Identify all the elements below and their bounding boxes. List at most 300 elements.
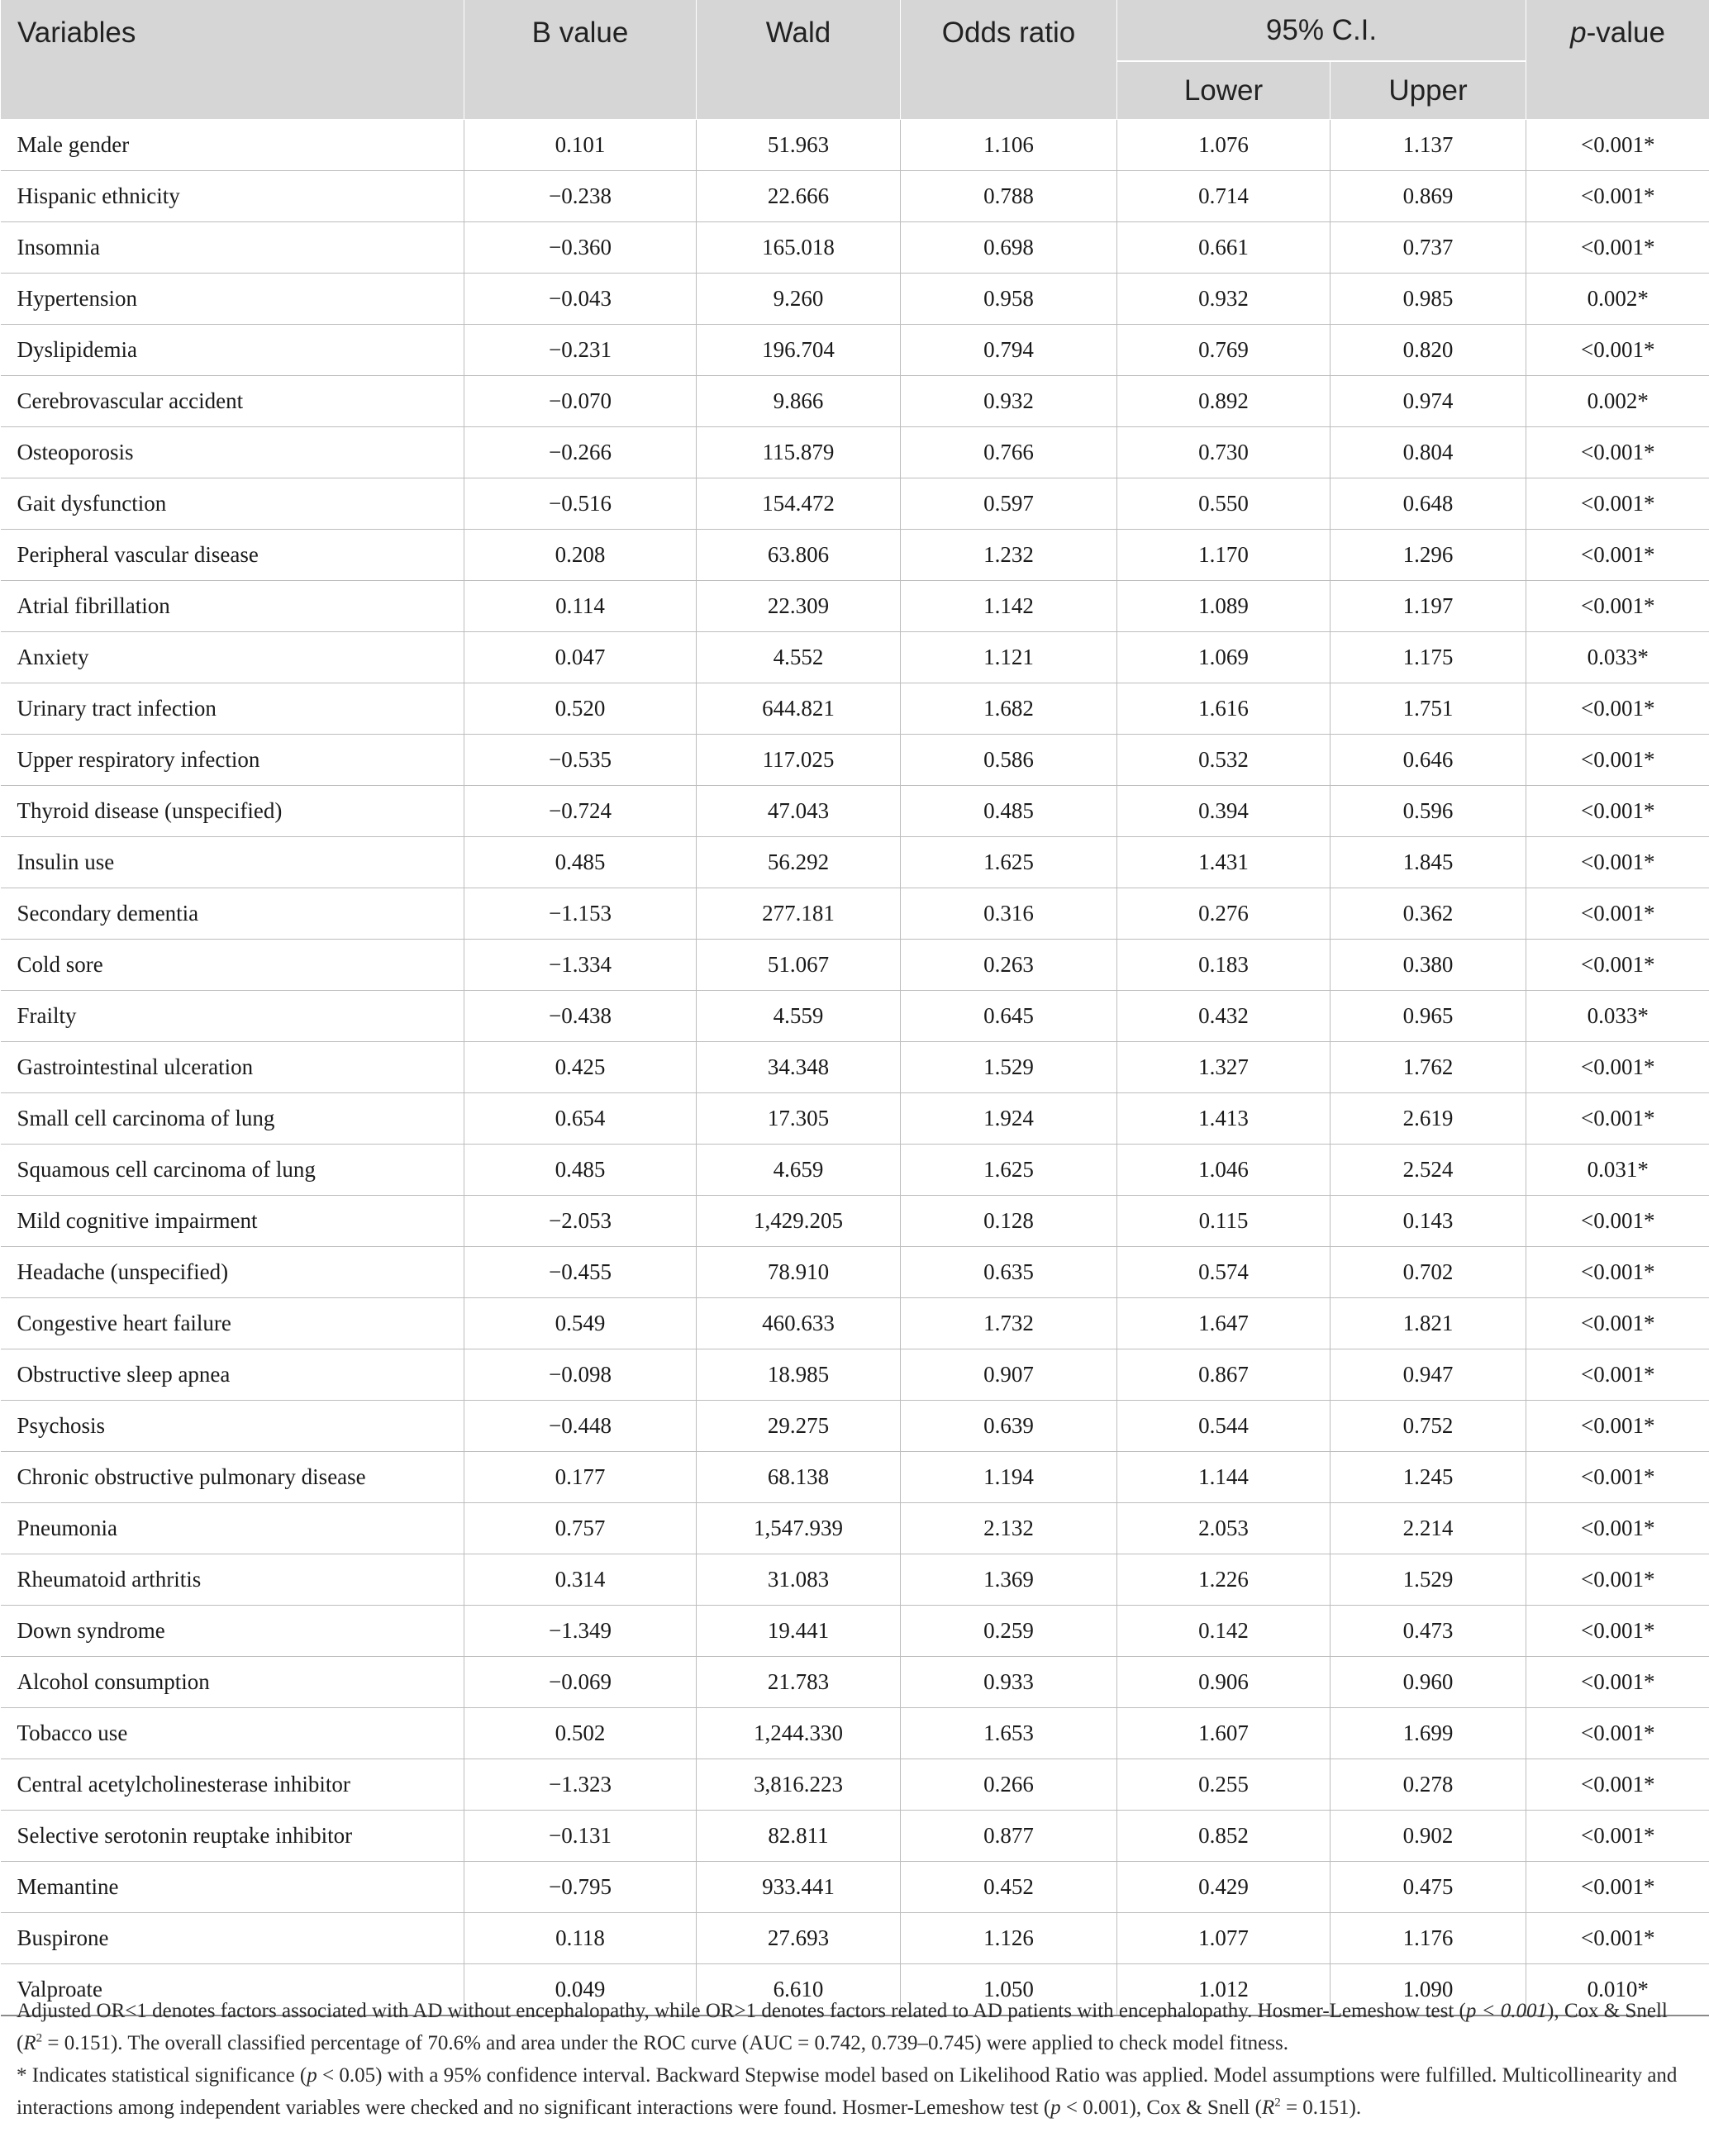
header-wald: Wald	[697, 0, 901, 120]
footnote-text: < 0.001), Cox & Snell (	[1060, 2097, 1262, 2119]
footnote-text: * Indicates statistical significance (	[17, 2064, 307, 2087]
cell-odds-ratio: 1.126	[901, 1913, 1117, 1964]
cell-variable: Central acetylcholinesterase inhibitor	[1, 1759, 464, 1811]
cell-ci-upper: 0.646	[1331, 735, 1526, 786]
cell-variable: Psychosis	[1, 1401, 464, 1452]
cell-b-value: 0.757	[464, 1503, 697, 1554]
cell-ci-lower: 0.906	[1117, 1657, 1331, 1708]
cell-wald: 165.018	[697, 222, 901, 274]
cell-p-value: 0.010*	[1526, 1964, 1709, 2016]
table-row	[1, 735, 1709, 786]
cell-b-value: −2.053	[464, 1196, 697, 1247]
cell-ci-lower: 0.730	[1117, 427, 1331, 478]
cell-ci-upper: 1.699	[1331, 1708, 1526, 1759]
cell-odds-ratio: 1.653	[901, 1708, 1117, 1759]
table-row	[1, 1811, 1709, 1862]
cell-odds-ratio: 0.788	[901, 171, 1117, 222]
cell-p-value: <0.001*	[1526, 427, 1709, 478]
cell-p-value: <0.001*	[1526, 325, 1709, 376]
footnote-model-fit	[17, 1995, 1694, 2059]
cell-b-value: −0.043	[464, 274, 697, 325]
cell-wald: 1,547.939	[697, 1503, 901, 1554]
cell-odds-ratio: 0.932	[901, 376, 1117, 427]
table-body	[1, 120, 1709, 2016]
header-confidence-interval: 95% C.I.	[1117, 0, 1526, 61]
cell-variable: Selective serotonin reuptake inhibitor	[1, 1811, 464, 1862]
cell-b-value: 0.549	[464, 1298, 697, 1349]
table-header	[1, 0, 1709, 120]
cell-b-value: −0.231	[464, 325, 697, 376]
cell-p-value: 0.002*	[1526, 376, 1709, 427]
cell-wald: 82.811	[697, 1811, 901, 1862]
cell-ci-lower: 0.532	[1117, 735, 1331, 786]
footnote-italic: R	[1261, 2097, 1275, 2119]
cell-ci-lower: 1.431	[1117, 837, 1331, 888]
cell-wald: 51.963	[697, 120, 901, 171]
cell-p-value: <0.001*	[1526, 940, 1709, 991]
cell-variable: Rheumatoid arthritis	[1, 1554, 464, 1606]
cell-p-value: <0.001*	[1526, 222, 1709, 274]
table-row	[1, 581, 1709, 632]
cell-odds-ratio: 1.682	[901, 683, 1117, 735]
cell-odds-ratio: 0.794	[901, 325, 1117, 376]
cell-b-value: 0.314	[464, 1554, 697, 1606]
cell-p-value: <0.001*	[1526, 735, 1709, 786]
cell-p-value: <0.001*	[1526, 1708, 1709, 1759]
cell-p-value: <0.001*	[1526, 581, 1709, 632]
cell-b-value: 0.114	[464, 581, 697, 632]
footnote-text: < 0.05) with a 95% confidence interval. Backward Stepwise model based on Likelihood Ratio was applied. Model assumptions were fulfilled. Multicollinearity and interactions among independent variables were checked and no significant interactions were found. Hosmer-Lemeshow test (	[17, 2064, 1678, 2119]
cell-ci-lower: 0.394	[1117, 786, 1331, 837]
cell-ci-lower: 0.867	[1117, 1349, 1331, 1401]
cell-b-value: −1.349	[464, 1606, 697, 1657]
cell-variable: Cerebrovascular accident	[1, 376, 464, 427]
cell-ci-lower: 0.183	[1117, 940, 1331, 991]
cell-ci-upper: 0.965	[1331, 991, 1526, 1042]
cell-b-value: −0.535	[464, 735, 697, 786]
footnote-italic: p	[1050, 2097, 1061, 2119]
table-row	[1, 376, 1709, 427]
cell-b-value: 0.654	[464, 1093, 697, 1145]
cell-variable: Squamous cell carcinoma of lung	[1, 1145, 464, 1196]
header-p-italic: p	[1570, 17, 1587, 49]
footnote-superscript: 2	[36, 2031, 43, 2045]
cell-ci-upper: 2.619	[1331, 1093, 1526, 1145]
cell-ci-lower: 1.607	[1117, 1708, 1331, 1759]
table-row	[1, 1913, 1709, 1964]
cell-variable: Dyslipidemia	[1, 325, 464, 376]
table-row	[1, 222, 1709, 274]
cell-ci-upper: 0.473	[1331, 1606, 1526, 1657]
cell-variable: Secondary dementia	[1, 888, 464, 940]
cell-p-value: <0.001*	[1526, 786, 1709, 837]
cell-variable: Pneumonia	[1, 1503, 464, 1554]
table-row	[1, 171, 1709, 222]
table-row	[1, 120, 1709, 171]
cell-ci-upper: 1.175	[1331, 632, 1526, 683]
cell-odds-ratio: 0.635	[901, 1247, 1117, 1298]
cell-ci-lower: 0.714	[1117, 171, 1331, 222]
cell-ci-upper: 0.596	[1331, 786, 1526, 837]
cell-p-value: <0.001*	[1526, 171, 1709, 222]
cell-b-value: 0.520	[464, 683, 697, 735]
cell-ci-upper: 1.529	[1331, 1554, 1526, 1606]
cell-ci-upper: 0.960	[1331, 1657, 1526, 1708]
cell-p-value: <0.001*	[1526, 1349, 1709, 1401]
cell-wald: 68.138	[697, 1452, 901, 1503]
cell-ci-lower: 0.769	[1117, 325, 1331, 376]
table-row	[1, 1708, 1709, 1759]
cell-odds-ratio: 0.645	[901, 991, 1117, 1042]
cell-ci-lower: 0.142	[1117, 1606, 1331, 1657]
cell-ci-upper: 1.090	[1331, 1964, 1526, 2016]
cell-variable: Osteoporosis	[1, 427, 464, 478]
table-row	[1, 1093, 1709, 1145]
table-row	[1, 1554, 1709, 1606]
cell-b-value: −0.724	[464, 786, 697, 837]
cell-ci-lower: 1.076	[1117, 120, 1331, 171]
cell-ci-upper: 2.214	[1331, 1503, 1526, 1554]
footnote-italic: p < 0.001	[1465, 2000, 1548, 2022]
footnote-text: ), Cox & Snell (	[17, 2000, 1668, 2054]
cell-wald: 18.985	[697, 1349, 901, 1401]
cell-ci-upper: 1.197	[1331, 581, 1526, 632]
cell-b-value: 0.502	[464, 1708, 697, 1759]
table-row	[1, 1349, 1709, 1401]
cell-odds-ratio: 0.639	[901, 1401, 1117, 1452]
cell-b-value: −0.098	[464, 1349, 697, 1401]
table-row	[1, 837, 1709, 888]
cell-odds-ratio: 0.586	[901, 735, 1117, 786]
cell-ci-upper: 0.985	[1331, 274, 1526, 325]
cell-ci-lower: 0.574	[1117, 1247, 1331, 1298]
cell-wald: 460.633	[697, 1298, 901, 1349]
table-row	[1, 1862, 1709, 1913]
cell-variable: Memantine	[1, 1862, 464, 1913]
cell-p-value: <0.001*	[1526, 1554, 1709, 1606]
table-footnotes	[17, 1995, 1694, 2124]
table-row	[1, 478, 1709, 530]
cell-odds-ratio: 0.259	[901, 1606, 1117, 1657]
cell-ci-upper: 2.524	[1331, 1145, 1526, 1196]
cell-b-value: −0.438	[464, 991, 697, 1042]
cell-variable: Urinary tract infection	[1, 683, 464, 735]
cell-odds-ratio: 1.529	[901, 1042, 1117, 1093]
cell-b-value: −1.323	[464, 1759, 697, 1811]
cell-ci-lower: 0.852	[1117, 1811, 1331, 1862]
cell-b-value: 0.101	[464, 120, 697, 171]
cell-odds-ratio: 1.625	[901, 837, 1117, 888]
cell-odds-ratio: 0.452	[901, 1862, 1117, 1913]
cell-wald: 277.181	[697, 888, 901, 940]
table-row	[1, 1145, 1709, 1196]
cell-wald: 78.910	[697, 1247, 901, 1298]
cell-ci-upper: 1.137	[1331, 120, 1526, 171]
cell-odds-ratio: 0.316	[901, 888, 1117, 940]
cell-odds-ratio: 0.698	[901, 222, 1117, 274]
cell-ci-lower: 1.647	[1117, 1298, 1331, 1349]
cell-odds-ratio: 1.232	[901, 530, 1117, 581]
header-variables: Variables	[1, 0, 464, 120]
cell-wald: 51.067	[697, 940, 901, 991]
cell-ci-upper: 1.176	[1331, 1913, 1526, 1964]
cell-b-value: 0.425	[464, 1042, 697, 1093]
cell-ci-lower: 1.616	[1117, 683, 1331, 735]
cell-variable: Peripheral vascular disease	[1, 530, 464, 581]
cell-variable: Hypertension	[1, 274, 464, 325]
cell-p-value: <0.001*	[1526, 120, 1709, 171]
cell-ci-upper: 0.278	[1331, 1759, 1526, 1811]
cell-variable: Frailty	[1, 991, 464, 1042]
cell-p-value: <0.001*	[1526, 1913, 1709, 1964]
table-row	[1, 683, 1709, 735]
footnote-superscript: 2	[1274, 2096, 1281, 2110]
cell-ci-lower: 0.432	[1117, 991, 1331, 1042]
cell-ci-upper: 0.804	[1331, 427, 1526, 478]
cell-b-value: −1.334	[464, 940, 697, 991]
cell-variable: Atrial fibrillation	[1, 581, 464, 632]
cell-ci-upper: 1.751	[1331, 683, 1526, 735]
cell-ci-lower: 1.226	[1117, 1554, 1331, 1606]
cell-ci-lower: 0.276	[1117, 888, 1331, 940]
cell-ci-lower: 1.170	[1117, 530, 1331, 581]
header-ci-upper: Upper	[1331, 61, 1526, 120]
cell-variable: Buspirone	[1, 1913, 464, 1964]
cell-b-value: −0.455	[464, 1247, 697, 1298]
cell-ci-lower: 0.550	[1117, 478, 1331, 530]
cell-ci-lower: 1.089	[1117, 581, 1331, 632]
cell-variable: Down syndrome	[1, 1606, 464, 1657]
cell-variable: Alcohol consumption	[1, 1657, 464, 1708]
cell-p-value: <0.001*	[1526, 1862, 1709, 1913]
cell-wald: 22.666	[697, 171, 901, 222]
table-row	[1, 1759, 1709, 1811]
cell-odds-ratio: 1.050	[901, 1964, 1117, 2016]
header-p-value	[1526, 0, 1709, 120]
table-row	[1, 274, 1709, 325]
cell-wald: 27.693	[697, 1913, 901, 1964]
cell-wald: 154.472	[697, 478, 901, 530]
cell-variable: Cold sore	[1, 940, 464, 991]
cell-p-value: <0.001*	[1526, 1811, 1709, 1862]
cell-variable: Male gender	[1, 120, 464, 171]
cell-wald: 34.348	[697, 1042, 901, 1093]
cell-ci-upper: 0.902	[1331, 1811, 1526, 1862]
cell-wald: 29.275	[697, 1401, 901, 1452]
cell-variable: Upper respiratory infection	[1, 735, 464, 786]
cell-variable: Headache (unspecified)	[1, 1247, 464, 1298]
footnote-significance	[17, 2059, 1694, 2124]
cell-variable: Hispanic ethnicity	[1, 171, 464, 222]
cell-wald: 47.043	[697, 786, 901, 837]
cell-variable: Obstructive sleep apnea	[1, 1349, 464, 1401]
cell-p-value: 0.033*	[1526, 991, 1709, 1042]
cell-wald: 115.879	[697, 427, 901, 478]
table-row	[1, 786, 1709, 837]
cell-ci-lower: 2.053	[1117, 1503, 1331, 1554]
cell-p-value: <0.001*	[1526, 1401, 1709, 1452]
cell-variable: Mild cognitive impairment	[1, 1196, 464, 1247]
cell-b-value: −0.266	[464, 427, 697, 478]
cell-wald: 196.704	[697, 325, 901, 376]
cell-ci-upper: 0.380	[1331, 940, 1526, 991]
cell-ci-upper: 0.752	[1331, 1401, 1526, 1452]
cell-wald: 6.610	[697, 1964, 901, 2016]
cell-p-value: <0.001*	[1526, 1657, 1709, 1708]
cell-odds-ratio: 1.121	[901, 632, 1117, 683]
cell-ci-upper: 0.143	[1331, 1196, 1526, 1247]
cell-p-value: <0.001*	[1526, 1196, 1709, 1247]
footnote-text: = 0.151).	[1280, 2097, 1362, 2119]
cell-b-value: 0.208	[464, 530, 697, 581]
cell-variable: Congestive heart failure	[1, 1298, 464, 1349]
cell-odds-ratio: 1.625	[901, 1145, 1117, 1196]
table-row	[1, 530, 1709, 581]
table-row	[1, 888, 1709, 940]
cell-p-value: <0.001*	[1526, 1606, 1709, 1657]
cell-p-value: <0.001*	[1526, 1298, 1709, 1349]
header-p-rest: -value	[1586, 17, 1665, 49]
cell-odds-ratio: 1.142	[901, 581, 1117, 632]
cell-ci-lower: 0.932	[1117, 274, 1331, 325]
cell-odds-ratio: 0.933	[901, 1657, 1117, 1708]
cell-ci-upper: 1.845	[1331, 837, 1526, 888]
footnote-text: Adjusted OR<1 denotes factors associated with AD without encephalopathy, while OR>1 denotes factors related to AD patients with encephalopathy. Hosmer-Lemeshow test (	[17, 2000, 1466, 2022]
cell-b-value: 0.485	[464, 1145, 697, 1196]
cell-odds-ratio: 0.263	[901, 940, 1117, 991]
table-row	[1, 427, 1709, 478]
table-row	[1, 940, 1709, 991]
cell-b-value: 0.047	[464, 632, 697, 683]
cell-variable: Tobacco use	[1, 1708, 464, 1759]
cell-odds-ratio: 1.106	[901, 120, 1117, 171]
table-row	[1, 1042, 1709, 1093]
table-row	[1, 632, 1709, 683]
header-odds-ratio: Odds ratio	[901, 0, 1117, 120]
cell-wald: 1,244.330	[697, 1708, 901, 1759]
cell-ci-lower: 1.327	[1117, 1042, 1331, 1093]
cell-odds-ratio: 1.194	[901, 1452, 1117, 1503]
cell-ci-lower: 1.077	[1117, 1913, 1331, 1964]
cell-wald: 4.552	[697, 632, 901, 683]
cell-odds-ratio: 1.732	[901, 1298, 1117, 1349]
cell-b-value: 0.485	[464, 837, 697, 888]
cell-b-value: −0.795	[464, 1862, 697, 1913]
cell-wald: 19.441	[697, 1606, 901, 1657]
cell-ci-lower: 0.544	[1117, 1401, 1331, 1452]
header-ci-lower: Lower	[1117, 61, 1331, 120]
cell-p-value: <0.001*	[1526, 1247, 1709, 1298]
cell-p-value: <0.001*	[1526, 478, 1709, 530]
cell-ci-lower: 0.255	[1117, 1759, 1331, 1811]
cell-b-value: 0.177	[464, 1452, 697, 1503]
cell-wald: 4.659	[697, 1145, 901, 1196]
cell-ci-upper: 0.475	[1331, 1862, 1526, 1913]
cell-wald: 117.025	[697, 735, 901, 786]
cell-ci-lower: 1.012	[1117, 1964, 1331, 2016]
cell-ci-upper: 1.245	[1331, 1452, 1526, 1503]
cell-variable: Insomnia	[1, 222, 464, 274]
cell-ci-lower: 1.046	[1117, 1145, 1331, 1196]
cell-p-value: <0.001*	[1526, 888, 1709, 940]
cell-p-value: 0.031*	[1526, 1145, 1709, 1196]
header-b-value: B value	[464, 0, 697, 120]
cell-p-value: <0.001*	[1526, 1759, 1709, 1811]
footnote-text: = 0.151). The overall classified percentage of 70.6% and area under the ROC curve (AUC = 0.742, 0.739–0.745) were applied to check model fitness.	[42, 2032, 1288, 2054]
cell-ci-lower: 1.413	[1117, 1093, 1331, 1145]
cell-wald: 21.783	[697, 1657, 901, 1708]
cell-b-value: 0.049	[464, 1964, 697, 2016]
cell-wald: 17.305	[697, 1093, 901, 1145]
cell-p-value: <0.001*	[1526, 1452, 1709, 1503]
table-row	[1, 991, 1709, 1042]
cell-wald: 22.309	[697, 581, 901, 632]
cell-odds-ratio: 0.266	[901, 1759, 1117, 1811]
cell-b-value: −0.069	[464, 1657, 697, 1708]
footnote-italic: p	[307, 2064, 317, 2087]
cell-variable: Valproate	[1, 1964, 464, 2016]
cell-wald: 31.083	[697, 1554, 901, 1606]
cell-ci-lower: 0.429	[1117, 1862, 1331, 1913]
cell-ci-upper: 0.947	[1331, 1349, 1526, 1401]
cell-odds-ratio: 0.766	[901, 427, 1117, 478]
table-row	[1, 1401, 1709, 1452]
cell-odds-ratio: 2.132	[901, 1503, 1117, 1554]
cell-b-value: 0.118	[464, 1913, 697, 1964]
table-row	[1, 1452, 1709, 1503]
cell-odds-ratio: 1.369	[901, 1554, 1117, 1606]
cell-wald: 1,429.205	[697, 1196, 901, 1247]
cell-variable: Gastrointestinal ulceration	[1, 1042, 464, 1093]
cell-odds-ratio: 0.877	[901, 1811, 1117, 1862]
table-row	[1, 1657, 1709, 1708]
cell-p-value: <0.001*	[1526, 1093, 1709, 1145]
cell-odds-ratio: 0.128	[901, 1196, 1117, 1247]
cell-b-value: −0.516	[464, 478, 697, 530]
cell-ci-lower: 0.661	[1117, 222, 1331, 274]
cell-ci-upper: 0.974	[1331, 376, 1526, 427]
cell-odds-ratio: 0.958	[901, 274, 1117, 325]
cell-wald: 644.821	[697, 683, 901, 735]
cell-p-value: <0.001*	[1526, 1042, 1709, 1093]
table-row	[1, 1196, 1709, 1247]
cell-p-value: <0.001*	[1526, 530, 1709, 581]
cell-ci-upper: 0.737	[1331, 222, 1526, 274]
table-row	[1, 1247, 1709, 1298]
cell-ci-upper: 0.648	[1331, 478, 1526, 530]
cell-variable: Small cell carcinoma of lung	[1, 1093, 464, 1145]
footnote-italic: R	[23, 2032, 36, 2054]
cell-wald: 9.866	[697, 376, 901, 427]
cell-odds-ratio: 0.907	[901, 1349, 1117, 1401]
cell-b-value: −0.131	[464, 1811, 697, 1862]
table-row	[1, 1298, 1709, 1349]
cell-p-value: <0.001*	[1526, 837, 1709, 888]
cell-ci-upper: 0.702	[1331, 1247, 1526, 1298]
table-row	[1, 325, 1709, 376]
cell-variable: Insulin use	[1, 837, 464, 888]
cell-wald: 4.559	[697, 991, 901, 1042]
cell-wald: 63.806	[697, 530, 901, 581]
cell-b-value: −0.448	[464, 1401, 697, 1452]
cell-p-value: <0.001*	[1526, 683, 1709, 735]
table-row	[1, 1606, 1709, 1657]
cell-b-value: −0.360	[464, 222, 697, 274]
cell-ci-upper: 1.296	[1331, 530, 1526, 581]
cell-ci-upper: 1.821	[1331, 1298, 1526, 1349]
cell-odds-ratio: 1.924	[901, 1093, 1117, 1145]
cell-ci-upper: 0.820	[1331, 325, 1526, 376]
